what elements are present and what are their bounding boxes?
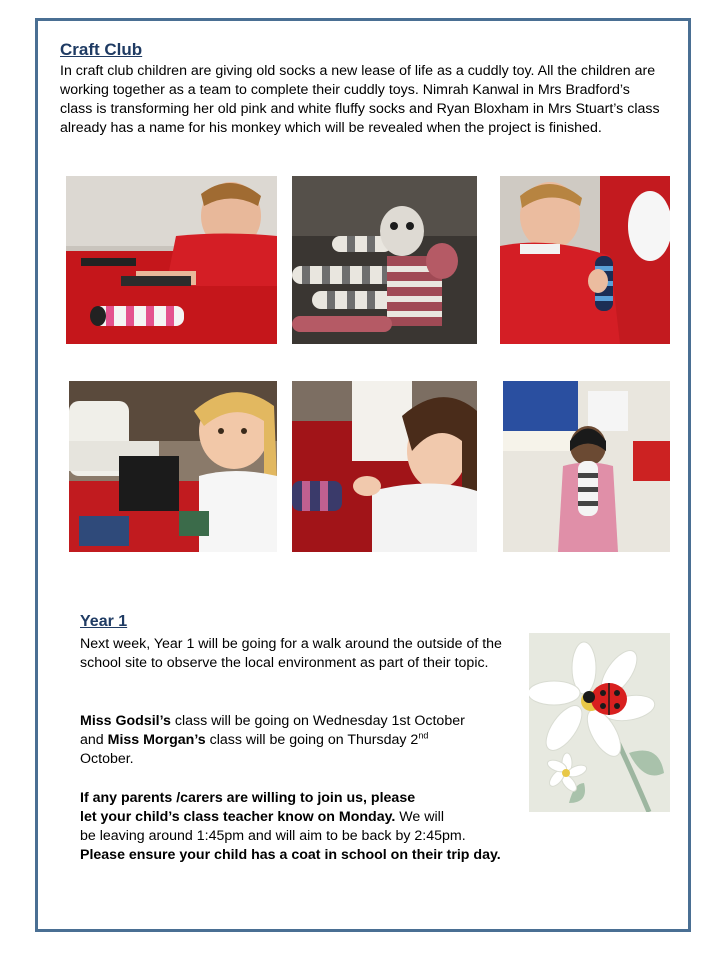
class2-date-month: October. — [80, 751, 134, 767]
class1-date-text: class will be going on Wednesday 1st October — [170, 713, 465, 729]
class2-teacher: Miss Morgan’s — [107, 732, 206, 748]
photo-girl-sewing-machine — [69, 381, 277, 552]
year1-parents-info — [80, 789, 600, 865]
photo-sock-monkeys — [292, 176, 477, 344]
parents-we-will: We will — [395, 809, 444, 825]
coat-reminder: Please ensure your child has a coat in school on their trip day. — [80, 847, 501, 863]
class2-date-text: class will be going on Thursday 2 — [205, 732, 419, 748]
ladybird-flower-illustration — [529, 633, 670, 812]
photo-boy-stuffing-sock — [500, 176, 670, 344]
photo-girl-with-sock-toy — [292, 381, 477, 552]
parents-invite: If any parents /carers are willing to join us, please — [80, 790, 416, 806]
class1-teacher: Miss Godsil’s — [80, 713, 171, 729]
craft-club-heading: Craft Club — [60, 40, 143, 59]
photo-girl-classroom — [503, 381, 670, 552]
class2-date-suffix: nd — [418, 730, 429, 741]
year1-heading: Year 1 — [80, 613, 128, 630]
photo-boy-sewing-socks — [66, 176, 277, 344]
trip-times: be leaving around 1:45pm and will aim to be back by 2:45pm. — [80, 828, 466, 844]
and-word: and — [80, 732, 108, 748]
parents-contact: let your child’s class teacher know on Monday. — [80, 809, 396, 825]
year1-class-dates — [80, 712, 530, 769]
year1-intro: Next week, Year 1 will be going for a walk around the outside of the school site to observe the local environment as part of their topic. — [80, 636, 502, 671]
craft-club-paragraph: In craft club children are giving old socks a new lease of life as a cuddly toy. All the children are working together as a team to complete their cuddly toys. Nimrah Kanwal in Mrs Bradford’s class is transforming her old pink and white fluffy socks and Ryan Bloxham in Mrs Stuart’s class already has a name for his monkey which will be revealed when the project is finished. — [60, 63, 660, 136]
